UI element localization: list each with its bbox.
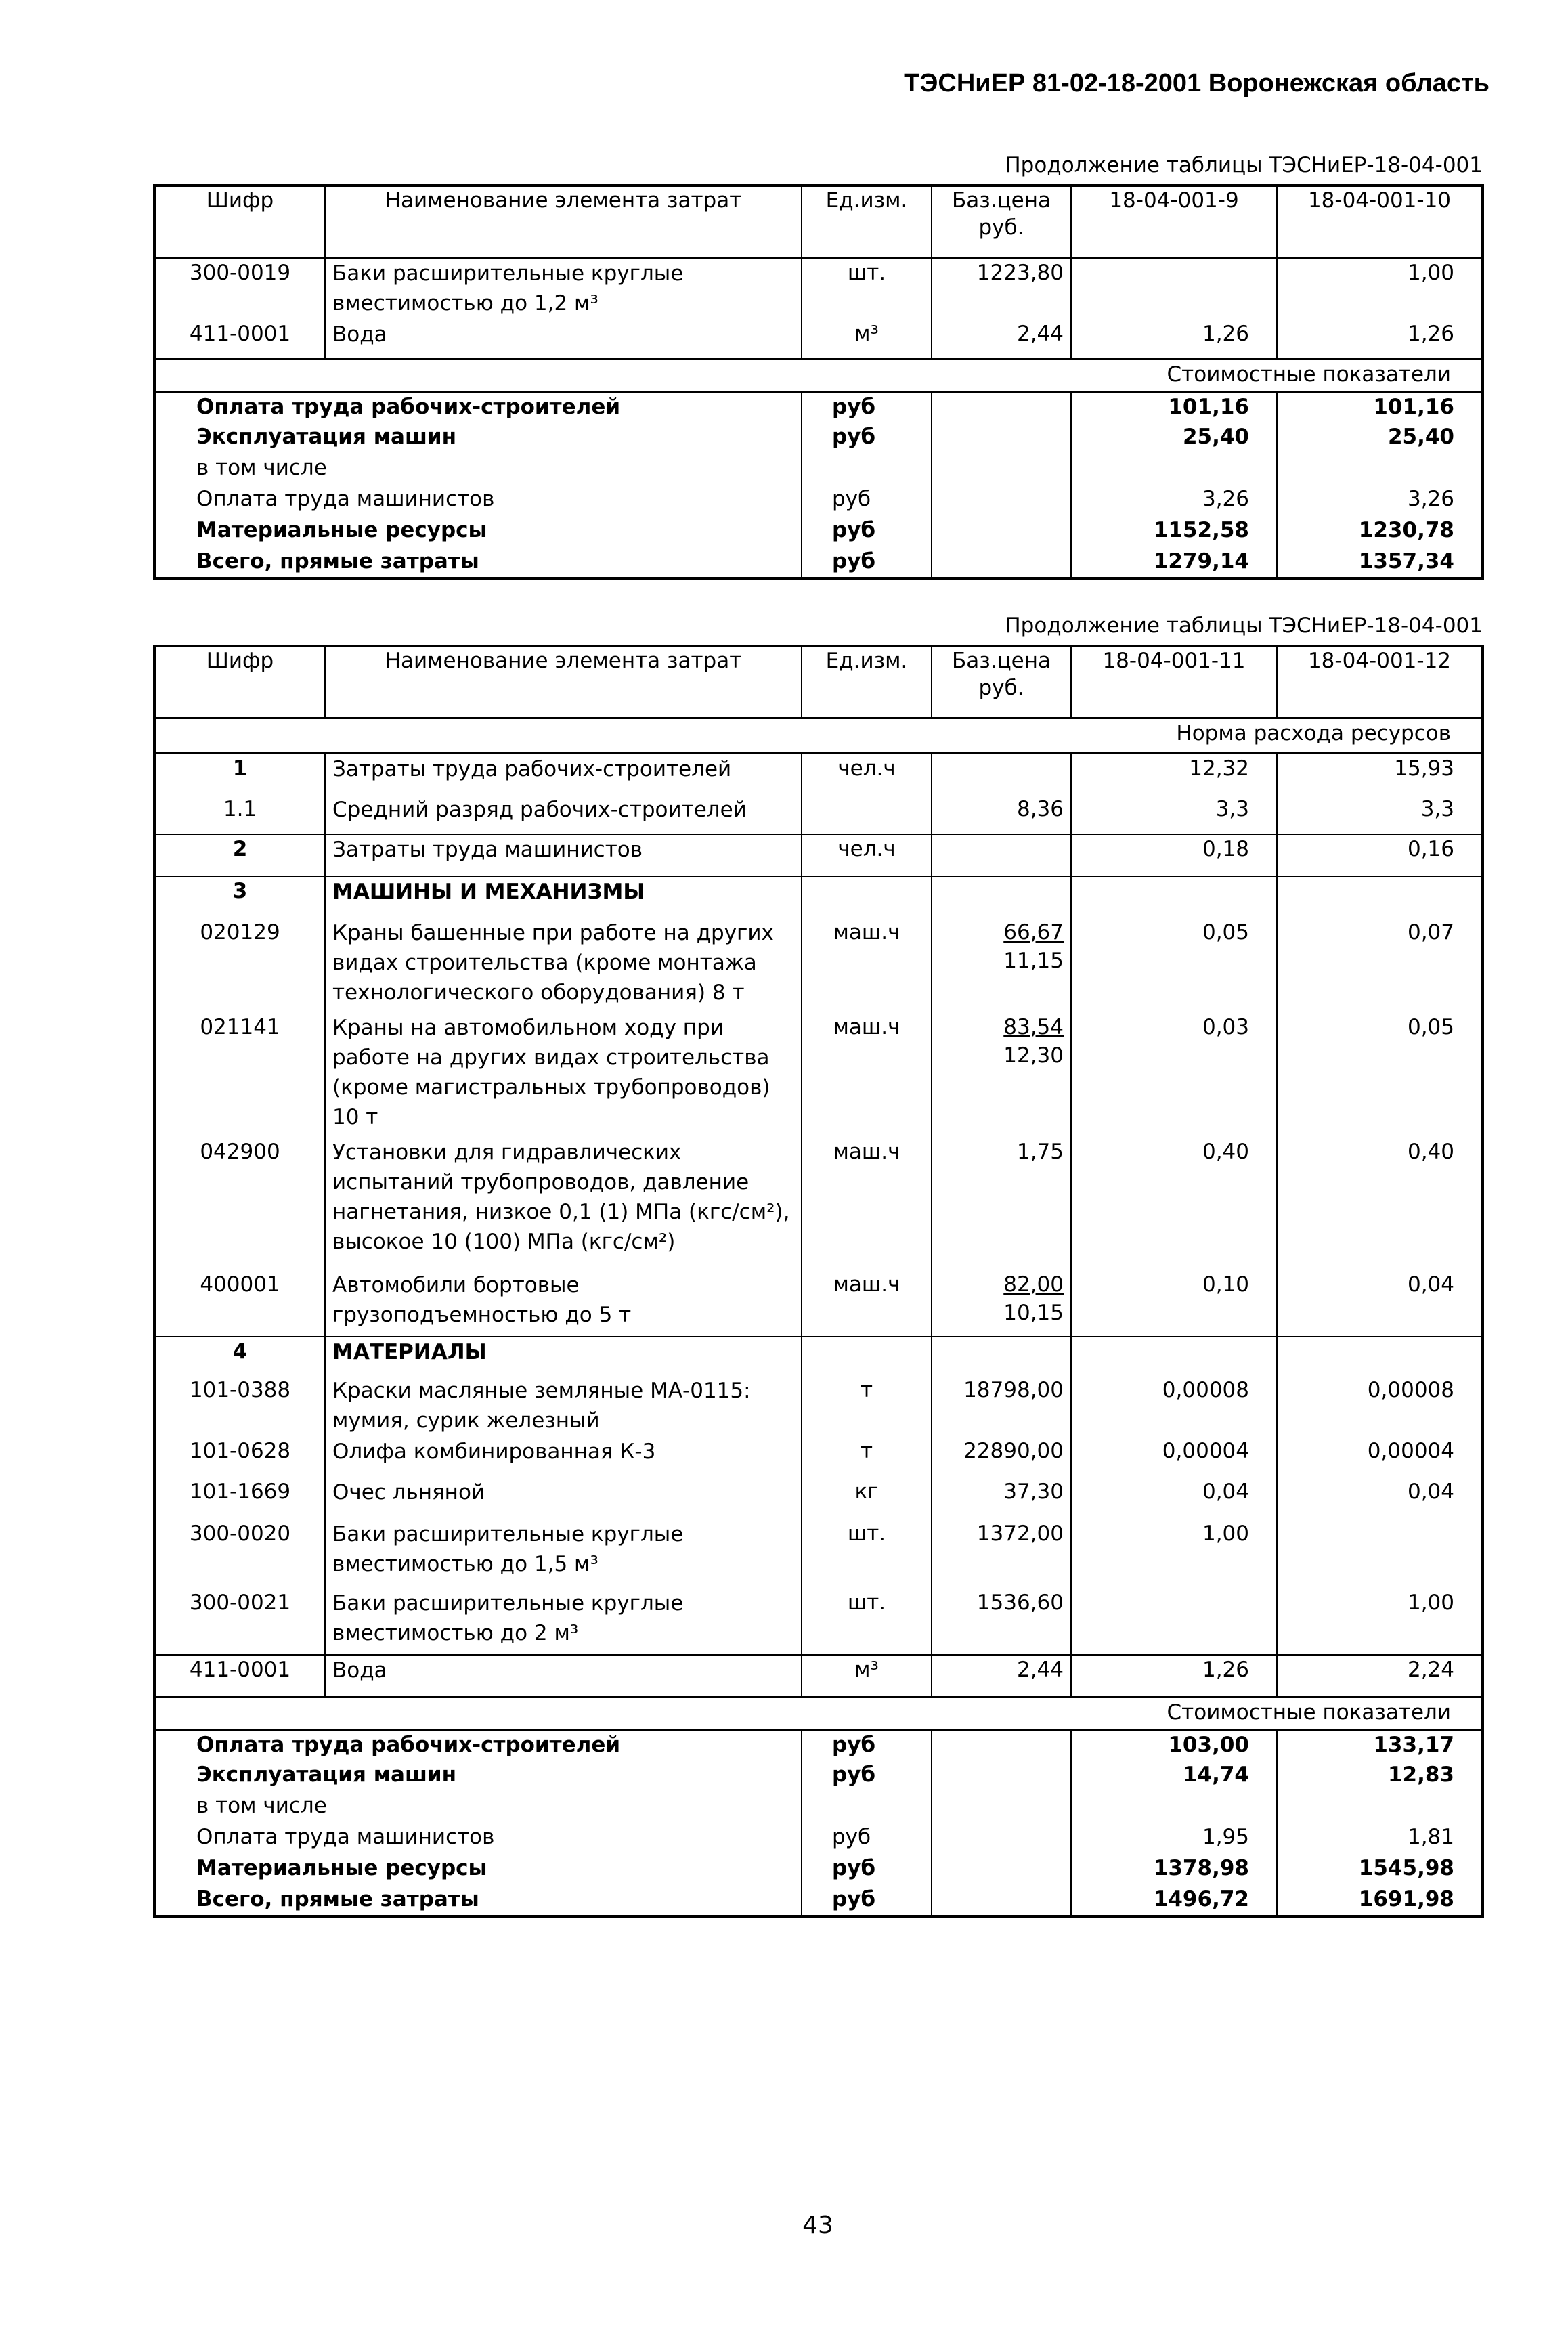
row-price xyxy=(932,257,1071,320)
table-row xyxy=(154,1477,1483,1519)
summary-value-2: 1691,98 xyxy=(1358,1887,1454,1911)
table-row xyxy=(154,753,1483,795)
row-unit: шт. xyxy=(802,257,932,320)
row-name: Баки расширительные круглые вместимостью до 1,5 м³ xyxy=(325,1519,802,1589)
summary-name: в том числе xyxy=(196,456,327,480)
row-price xyxy=(932,1655,1071,1697)
summary-value-2: 3,26 xyxy=(1407,487,1454,511)
row-price-base: 1,75 xyxy=(1016,1140,1064,1164)
row-price xyxy=(932,1270,1071,1337)
summary-row xyxy=(154,423,1483,454)
row-unit: м³ xyxy=(802,1655,932,1697)
summary-name: Материальные ресурсы xyxy=(196,1856,487,1880)
header-code: Шифр xyxy=(154,186,325,257)
row-value-2: 0,16 xyxy=(1277,834,1483,876)
row-name: Затраты труда машинистов xyxy=(325,834,802,876)
summary-name: Материальные ресурсы xyxy=(196,518,487,542)
summary-row xyxy=(154,454,1483,485)
row-name: Баки расширительные круглые вместимостью до 2 м³ xyxy=(325,1589,802,1655)
summary-price xyxy=(932,547,1071,578)
summary-row xyxy=(154,391,1483,423)
row-name: Очес льняной xyxy=(325,1477,802,1519)
row-name: Краски масляные земляные МА-0115: мумия, сурик железный xyxy=(325,1376,802,1437)
header-col-2: 18-04-001-10 xyxy=(1277,186,1483,257)
header-unit: Ед.изм. xyxy=(802,186,932,257)
table-row xyxy=(154,1337,1483,1376)
summary-row xyxy=(154,1792,1483,1823)
row-price-base: 37,30 xyxy=(1003,1479,1064,1504)
summary-value-2: 1545,98 xyxy=(1358,1856,1454,1880)
table-row xyxy=(154,795,1483,834)
row-name: Средний разряд рабочих-строителей xyxy=(325,795,802,834)
summary-value-1: 101,16 xyxy=(1071,391,1277,423)
summary-value-1: 1,95 xyxy=(1071,1823,1277,1854)
summary-value-2 xyxy=(1277,454,1483,485)
row-price-base: 66,67 xyxy=(1003,920,1064,945)
row-code: 4 xyxy=(154,1337,325,1376)
row-unit: маш.ч xyxy=(802,1138,932,1270)
row-value-2: 15,93 xyxy=(1394,756,1454,781)
section-cost-indicators: Стоимостные показатели xyxy=(154,359,1483,391)
row-code: 3 xyxy=(154,876,325,918)
row-price xyxy=(932,1337,1071,1376)
row-value-1: 0,10 xyxy=(1071,1270,1277,1337)
row-value-1 xyxy=(1071,876,1277,918)
row-code: 101-1669 xyxy=(154,1477,325,1519)
header-price: Баз.цена руб. xyxy=(932,646,1071,718)
row-name: Вода xyxy=(325,320,802,359)
row-code: 300-0019 xyxy=(154,257,325,320)
summary-row xyxy=(154,1823,1483,1854)
row-price-base: 1536,60 xyxy=(976,1591,1064,1615)
row-name: Олифа комбинированная К-3 xyxy=(325,1437,802,1477)
summary-price xyxy=(932,1729,1071,1760)
row-code: 1 xyxy=(154,753,325,795)
summary-value-1: 25,40 xyxy=(1071,423,1277,454)
summary-unit: руб xyxy=(802,516,932,547)
table-row xyxy=(154,257,1483,320)
summary-unit xyxy=(802,454,932,485)
row-name: МАТЕРИАЛЫ xyxy=(325,1337,802,1376)
row-value-1: 0,00008 xyxy=(1071,1376,1277,1437)
row-value-2: 1,26 xyxy=(1407,322,1454,346)
row-code: 1.1 xyxy=(154,795,325,834)
section-cost-indicators: Стоимостные показатели xyxy=(154,1697,1483,1729)
summary-unit: руб xyxy=(802,1729,932,1760)
row-price xyxy=(932,834,1071,876)
table-row xyxy=(154,1519,1483,1589)
header-col-2: 18-04-001-12 xyxy=(1277,646,1483,718)
row-value-2: 0,07 xyxy=(1407,920,1454,945)
row-value-1: 0,00004 xyxy=(1071,1437,1277,1477)
row-value-2: 0,04 xyxy=(1407,1479,1454,1504)
summary-name: Эксплуатация машин xyxy=(196,425,457,449)
summary-value-1: 1496,72 xyxy=(1071,1885,1277,1916)
summary-name: Всего, прямые затраты xyxy=(196,549,479,574)
row-name: Баки расширительные круглые вместимостью до 1,2 м³ xyxy=(325,257,802,320)
row-value-1: 0,18 xyxy=(1071,834,1277,876)
row-price-wage: 12,30 xyxy=(1003,1043,1064,1068)
table-row xyxy=(154,834,1483,876)
table-row xyxy=(154,918,1483,1013)
row-price-base: 1372,00 xyxy=(976,1521,1064,1546)
summary-name: Оплата труда рабочих-строителей xyxy=(196,394,621,419)
summary-value-1: 103,00 xyxy=(1071,1729,1277,1760)
summary-price xyxy=(932,1823,1071,1854)
summary-row xyxy=(154,485,1483,516)
header-name: Наименование элемента затрат xyxy=(325,186,802,257)
summary-name: Эксплуатация машин xyxy=(196,1763,457,1787)
summary-price xyxy=(932,485,1071,516)
row-unit: чел.ч xyxy=(802,753,932,795)
summary-unit: руб xyxy=(802,1823,932,1854)
row-value-2: 0,40 xyxy=(1407,1140,1454,1164)
row-unit xyxy=(802,1337,932,1376)
page-header: ТЭСНиЕР 81-02-18-2001 Воронежская область xyxy=(904,69,1489,98)
summary-price xyxy=(932,454,1071,485)
table-row xyxy=(154,1270,1483,1337)
summary-value-1: 1279,14 xyxy=(1071,547,1277,578)
row-price xyxy=(932,1138,1071,1270)
row-unit: шт. xyxy=(802,1589,932,1655)
row-code: 042900 xyxy=(154,1138,325,1270)
summary-price xyxy=(932,516,1071,547)
summary-row xyxy=(154,1885,1483,1916)
row-unit: маш.ч xyxy=(802,918,932,1013)
row-price xyxy=(932,1477,1071,1519)
summary-price xyxy=(932,423,1071,454)
header-unit: Ед.изм. xyxy=(802,646,932,718)
page-number: 43 xyxy=(802,2211,833,2239)
summary-name: Оплата труда машинистов xyxy=(196,1825,495,1849)
row-unit: т xyxy=(802,1437,932,1477)
row-value-1 xyxy=(1071,1337,1277,1376)
table-row xyxy=(154,1013,1483,1138)
row-unit: маш.ч xyxy=(802,1013,932,1138)
row-unit: шт. xyxy=(802,1519,932,1589)
row-code: 300-0021 xyxy=(154,1589,325,1655)
row-name: Краны башенные при работе на других видах строительства (кроме монтажа технологического оборудования) 8 т xyxy=(325,918,802,1013)
row-value-1: 1,00 xyxy=(1071,1519,1277,1589)
row-value-2: 0,00008 xyxy=(1367,1378,1454,1402)
row-value-1: 3,3 xyxy=(1071,795,1277,834)
row-price-base: 1223,80 xyxy=(976,260,1064,285)
row-code: 411-0001 xyxy=(154,1655,325,1697)
row-price xyxy=(932,1376,1071,1437)
row-name: Автомобили бортовые грузоподъемностью до 5 т xyxy=(325,1270,802,1337)
summary-value-2 xyxy=(1277,1792,1483,1823)
row-code: 400001 xyxy=(154,1270,325,1337)
header-col-1: 18-04-001-11 xyxy=(1071,646,1277,718)
summary-value-2: 12,83 xyxy=(1387,1763,1454,1787)
summary-price xyxy=(932,1854,1071,1885)
summary-unit xyxy=(802,1792,932,1823)
row-value-1 xyxy=(1071,1589,1277,1655)
row-code: 101-0628 xyxy=(154,1437,325,1477)
table-row xyxy=(154,876,1483,918)
row-value-1: 0,03 xyxy=(1071,1013,1277,1138)
row-unit xyxy=(802,876,932,918)
row-name: Затраты труда рабочих-строителей xyxy=(325,753,802,795)
row-value-2: 0,00004 xyxy=(1367,1439,1454,1463)
row-value-2: 3,3 xyxy=(1420,797,1454,821)
summary-unit: руб xyxy=(802,1854,932,1885)
row-unit: чел.ч xyxy=(802,834,932,876)
row-price xyxy=(932,918,1071,1013)
row-unit: маш.ч xyxy=(802,1270,932,1337)
row-price xyxy=(932,795,1071,834)
header-code: Шифр xyxy=(154,646,325,718)
row-unit: т xyxy=(802,1376,932,1437)
summary-unit: руб xyxy=(802,423,932,454)
summary-value-2: 1,81 xyxy=(1407,1825,1454,1849)
row-name: Краны на автомобильном ходу при работе на других видах строительства (кроме магистральных трубопроводов) 10 т xyxy=(325,1013,802,1138)
section-resource-norms: Норма расхода ресурсов xyxy=(154,718,1483,753)
row-price-wage: 11,15 xyxy=(1003,949,1064,973)
summary-value-1: 1152,58 xyxy=(1071,516,1277,547)
resource-table-1 xyxy=(153,184,1484,580)
summary-price xyxy=(932,1760,1071,1792)
summary-row xyxy=(154,1854,1483,1885)
row-price xyxy=(932,320,1071,359)
summary-name: Всего, прямые затраты xyxy=(196,1887,479,1911)
table-row xyxy=(154,1138,1483,1270)
summary-value-1 xyxy=(1071,454,1277,485)
row-value-1: 0,04 xyxy=(1071,1477,1277,1519)
summary-row xyxy=(154,516,1483,547)
summary-value-1 xyxy=(1071,1792,1277,1823)
row-value-2: 0,05 xyxy=(1407,1015,1454,1039)
summary-name: Оплата труда машинистов xyxy=(196,487,495,511)
row-code: 2 xyxy=(154,834,325,876)
summary-value-2: 1230,78 xyxy=(1358,518,1454,542)
header-price: Баз.цена руб. xyxy=(932,186,1071,257)
header-name: Наименование элемента затрат xyxy=(325,646,802,718)
summary-name: в том числе xyxy=(196,1794,327,1818)
summary-value-1: 14,74 xyxy=(1071,1760,1277,1792)
row-code: 020129 xyxy=(154,918,325,1013)
summary-price xyxy=(932,1792,1071,1823)
row-value-2: 0,04 xyxy=(1407,1272,1454,1297)
row-value-1: 0,05 xyxy=(1071,918,1277,1013)
row-price-base: 83,54 xyxy=(1003,1015,1064,1039)
summary-unit: руб xyxy=(802,1885,932,1916)
row-unit: кг xyxy=(802,1477,932,1519)
row-unit: м³ xyxy=(802,320,932,359)
row-price-base: 22890,00 xyxy=(963,1439,1064,1463)
row-code: 300-0020 xyxy=(154,1519,325,1589)
summary-value-2: 25,40 xyxy=(1387,425,1454,449)
summary-unit: руб xyxy=(802,1760,932,1792)
row-name: Вода xyxy=(325,1655,802,1697)
summary-unit: руб xyxy=(802,547,932,578)
row-price-base: 82,00 xyxy=(1003,1272,1064,1297)
summary-row xyxy=(154,547,1483,578)
table-row xyxy=(154,320,1483,359)
row-value-2 xyxy=(1277,1519,1483,1589)
summary-value-2: 101,16 xyxy=(1373,394,1454,419)
row-unit xyxy=(802,795,932,834)
row-value-1: 1,26 xyxy=(1071,320,1277,359)
row-price-wage: 10,15 xyxy=(1003,1301,1064,1325)
row-code: 021141 xyxy=(154,1013,325,1138)
row-name: МАШИНЫ И МЕХАНИЗМЫ xyxy=(325,876,802,918)
row-price xyxy=(932,1589,1071,1655)
summary-unit: руб xyxy=(802,485,932,516)
row-value-2: 1,00 xyxy=(1407,1591,1454,1615)
row-value-1: 12,32 xyxy=(1071,753,1277,795)
row-price xyxy=(932,1519,1071,1589)
summary-value-2: 133,17 xyxy=(1373,1732,1454,1757)
resource-table-2 xyxy=(153,645,1484,1918)
row-value-2: 1,00 xyxy=(1407,260,1454,285)
summary-price xyxy=(932,391,1071,423)
header-col-1: 18-04-001-9 xyxy=(1071,186,1277,257)
row-value-2 xyxy=(1277,876,1483,918)
summary-name: Оплата труда рабочих-строителей xyxy=(196,1732,621,1757)
table-row xyxy=(154,1655,1483,1697)
row-price xyxy=(932,753,1071,795)
table2-caption: Продолжение таблицы ТЭСНиЕР-18-04-001 xyxy=(1005,613,1483,638)
row-price xyxy=(932,1437,1071,1477)
summary-row xyxy=(154,1760,1483,1792)
row-code: 101-0388 xyxy=(154,1376,325,1437)
table-row xyxy=(154,1376,1483,1437)
row-price xyxy=(932,876,1071,918)
row-value-1 xyxy=(1071,257,1277,320)
row-price-base: 8,36 xyxy=(1016,797,1064,821)
table-row xyxy=(154,1589,1483,1655)
row-code: 411-0001 xyxy=(154,320,325,359)
row-price-base: 2,44 xyxy=(1016,322,1064,346)
summary-price xyxy=(932,1885,1071,1916)
row-price xyxy=(932,1013,1071,1138)
row-value-1: 0,40 xyxy=(1071,1138,1277,1270)
table-row xyxy=(154,1437,1483,1477)
row-value-2 xyxy=(1277,1337,1483,1376)
summary-value-1: 3,26 xyxy=(1071,485,1277,516)
row-value-1: 1,26 xyxy=(1071,1655,1277,1697)
table1-caption: Продолжение таблицы ТЭСНиЕР-18-04-001 xyxy=(1005,153,1483,177)
row-name: Установки для гидравлических испытаний трубопроводов, давление нагнетания, низкое 0,1 (1) МПа (кгс/см²), высокое 10 (100) МПа (кгс/см²) xyxy=(325,1138,802,1270)
row-value-2: 2,24 xyxy=(1277,1655,1483,1697)
summary-value-1: 1378,98 xyxy=(1071,1854,1277,1885)
row-price-base: 18798,00 xyxy=(963,1378,1064,1402)
summary-unit: руб xyxy=(802,391,932,423)
summary-row xyxy=(154,1729,1483,1760)
row-price-base: 2,44 xyxy=(1016,1658,1064,1682)
summary-value-2: 1357,34 xyxy=(1358,549,1454,574)
